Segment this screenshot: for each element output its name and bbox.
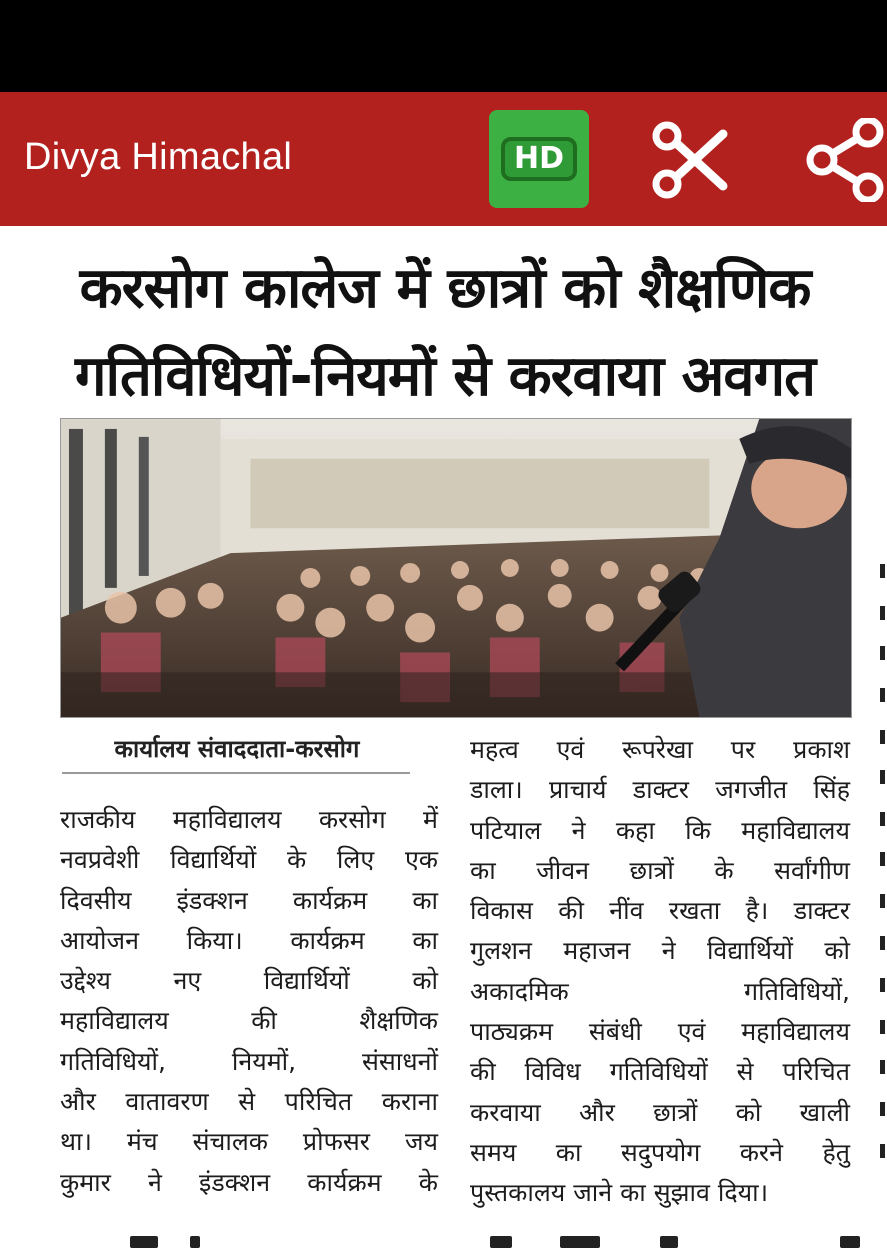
byline: कार्यालय संवाददाता-करसोग xyxy=(114,735,360,763)
text-line: राजकीय महाविद्यालय करसोग में xyxy=(60,805,438,834)
text-line: डाला। प्राचार्य डाक्टर जगजीत सिंह xyxy=(470,775,850,805)
next-article-edge xyxy=(0,1232,887,1248)
text-line: की विविध गतिविधियों से परिचित xyxy=(470,1057,850,1087)
headline-line-1: करसोग कालेज में छात्रों को शैक्षणिक xyxy=(79,256,811,321)
hd-button[interactable] xyxy=(489,110,589,208)
text-line: उद्देश्य नए विद्यार्थियों को xyxy=(60,966,438,996)
text-line: पटियाल ने कहा कि महाविद्यालय xyxy=(470,815,850,845)
text-line: महत्व एवं रूपरेखा पर प्रकाश xyxy=(470,735,850,764)
text-line: का जीवन छात्रों के सर्वांगीण xyxy=(470,855,850,885)
text-line: महाविद्यालय की शैक्षणिक xyxy=(60,1006,438,1036)
text-line: समय का सदुपयोग करने हेतु xyxy=(470,1137,850,1167)
share-icon[interactable] xyxy=(806,118,886,202)
text-line: नवप्रवेशी विद्यार्थियों के लिए एक xyxy=(60,845,438,875)
hd-label: HD xyxy=(501,137,577,181)
text-line: अकादमिक गतिविधियों, xyxy=(470,976,850,1006)
adjacent-column-edge xyxy=(880,560,887,1200)
text-line: आयोजन किया। कार्यक्रम का xyxy=(60,925,438,955)
text-line: कुमार ने इंडक्शन कार्यक्रम के xyxy=(60,1167,438,1197)
text-line: पुस्तकालय जाने का सुझाव दिया। xyxy=(470,1178,769,1208)
text-line: पाठ्यक्रम संबंधी एवं महाविद्यालय xyxy=(470,1017,850,1047)
app-title: Divya Himachal xyxy=(24,136,293,178)
headline-line-2: गतिविधियों-नियमों से करवाया अवगत xyxy=(74,344,816,409)
status-bar xyxy=(0,0,887,92)
text-line: गुलशन महाजन ने विद्यार्थियों को xyxy=(470,936,850,966)
text-line: और वातावरण से परिचित कराना xyxy=(60,1087,438,1117)
app-bar xyxy=(0,92,887,226)
news-photo xyxy=(60,418,852,718)
byline-divider xyxy=(62,772,410,774)
article-column-left xyxy=(60,800,438,1203)
text-line: विकास की नींव रखता है। डाक्टर xyxy=(470,896,850,926)
article-column-right xyxy=(470,730,850,1214)
text-line: गतिविधियों, नियमों, संसाधनों xyxy=(60,1046,438,1076)
text-line: दिवसीय इंडक्शन कार्यक्रम का xyxy=(60,885,438,915)
scissors-icon[interactable] xyxy=(651,120,731,200)
text-line: था। मंच संचालक प्रोफसर जय xyxy=(60,1127,438,1157)
text-line: करवाया और छात्रों को खाली xyxy=(470,1097,850,1127)
